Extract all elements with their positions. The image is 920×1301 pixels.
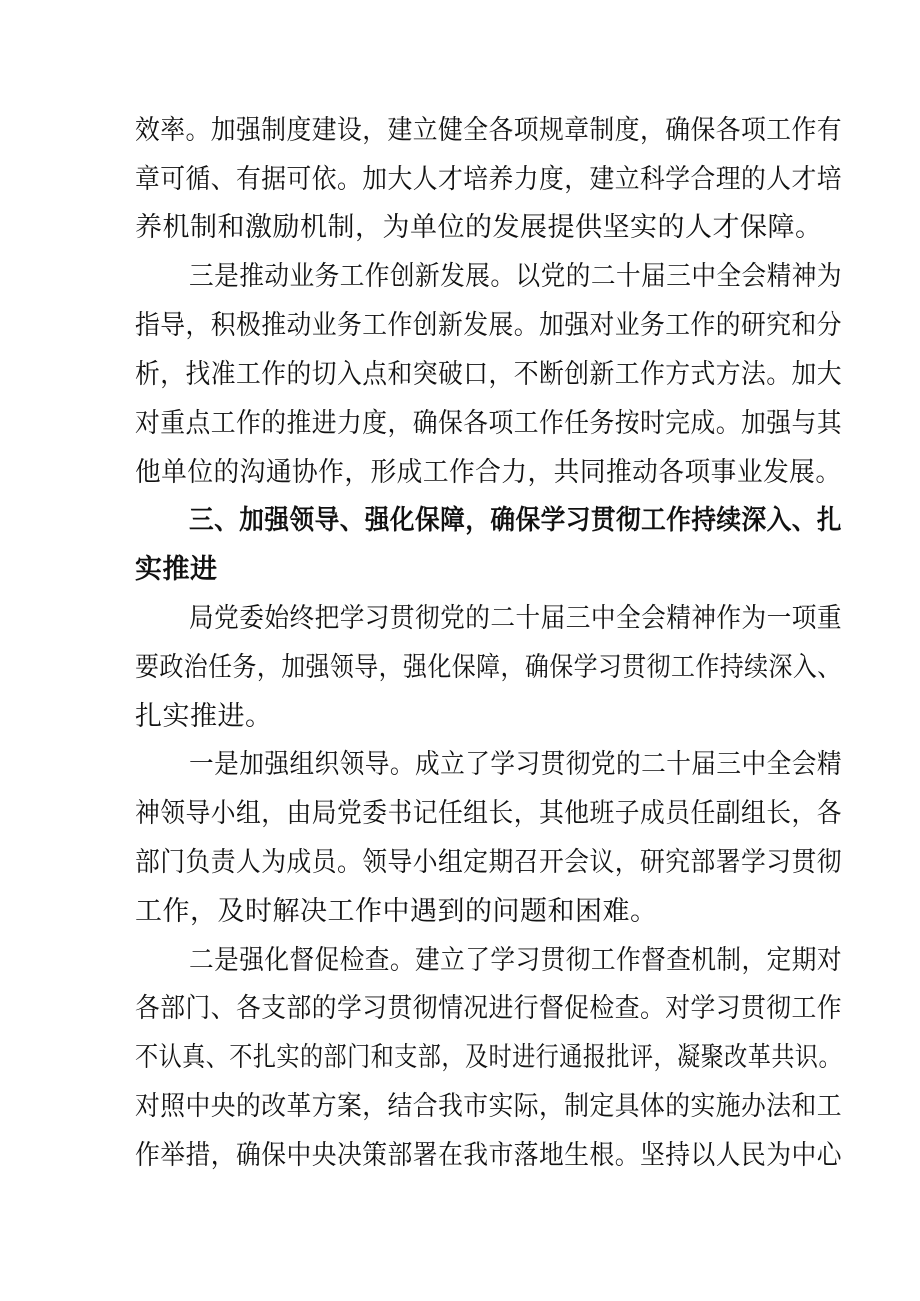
section-heading: 实推进 bbox=[135, 554, 218, 585]
body-text-line: 局党委始终把学习贯彻党的二十届三中全会精神作为一项重 bbox=[189, 603, 843, 634]
body-text-line: 析，找准工作的切入点和突破口，不断创新工作方式方法。加大 bbox=[135, 359, 843, 390]
body-text-line: 各部门、各支部的学习贯彻情况进行督促检查。对学习贯彻工作 bbox=[135, 993, 843, 1024]
body-text-line: 三是推动业务工作创新发展。以党的二十届三中全会精神为 bbox=[189, 261, 843, 292]
body-text-line: 部门负责人为成员。领导小组定期召开会议，研究部署学习贯彻 bbox=[135, 847, 843, 878]
body-text-line: 一是加强组织领导。成立了学习贯彻党的二十届三中全会精 bbox=[189, 749, 843, 780]
body-text-line: 二是强化督促检查。建立了学习贯彻工作督查机制，定期对 bbox=[189, 945, 843, 976]
body-text-line: 养机制和激励机制，为单位的发展提供坚实的人才保障。 bbox=[135, 212, 823, 243]
section-heading: 三、加强领导、强化保障，确保学习贯彻工作持续深入、扎 bbox=[189, 505, 843, 536]
body-text-line: 效率。加强制度建设，建立健全各项规章制度，确保各项工作有 bbox=[135, 115, 843, 146]
body-text-line: 指导，积极推动业务工作创新发展。加强对业务工作的研究和分 bbox=[135, 310, 843, 341]
body-text-line: 对重点工作的推进力度，确保各项工作任务按时完成。加强与其 bbox=[135, 408, 843, 439]
body-text-line: 作举措，确保中央决策部署在我市落地生根。坚持以人民为中心 bbox=[135, 1140, 843, 1171]
body-text-line: 章可循、有据可依。加大人才培养力度，建立科学合理的人才培 bbox=[135, 164, 843, 195]
body-text-line: 工作，及时解决工作中遇到的问题和困难。 bbox=[135, 896, 658, 927]
body-text-line: 神领导小组，由局党委书记任组长，其他班子成员任副组长，各 bbox=[135, 798, 843, 829]
body-text-line: 扎实推进。 bbox=[135, 701, 273, 732]
body-text-line: 对照中央的改革方案，结合我市实际，制定具体的实施办法和工 bbox=[135, 1091, 843, 1122]
body-text-line: 他单位的沟通协作，形成工作合力，共同推动各项事业发展。 bbox=[135, 457, 842, 488]
body-text-line: 不认真、不扎实的部门和支部，及时进行通报批评，凝聚改革共识。 bbox=[135, 1042, 843, 1073]
body-text-line: 要政治任务，加强领导，强化保障，确保学习贯彻工作持续深入、 bbox=[135, 652, 842, 683]
